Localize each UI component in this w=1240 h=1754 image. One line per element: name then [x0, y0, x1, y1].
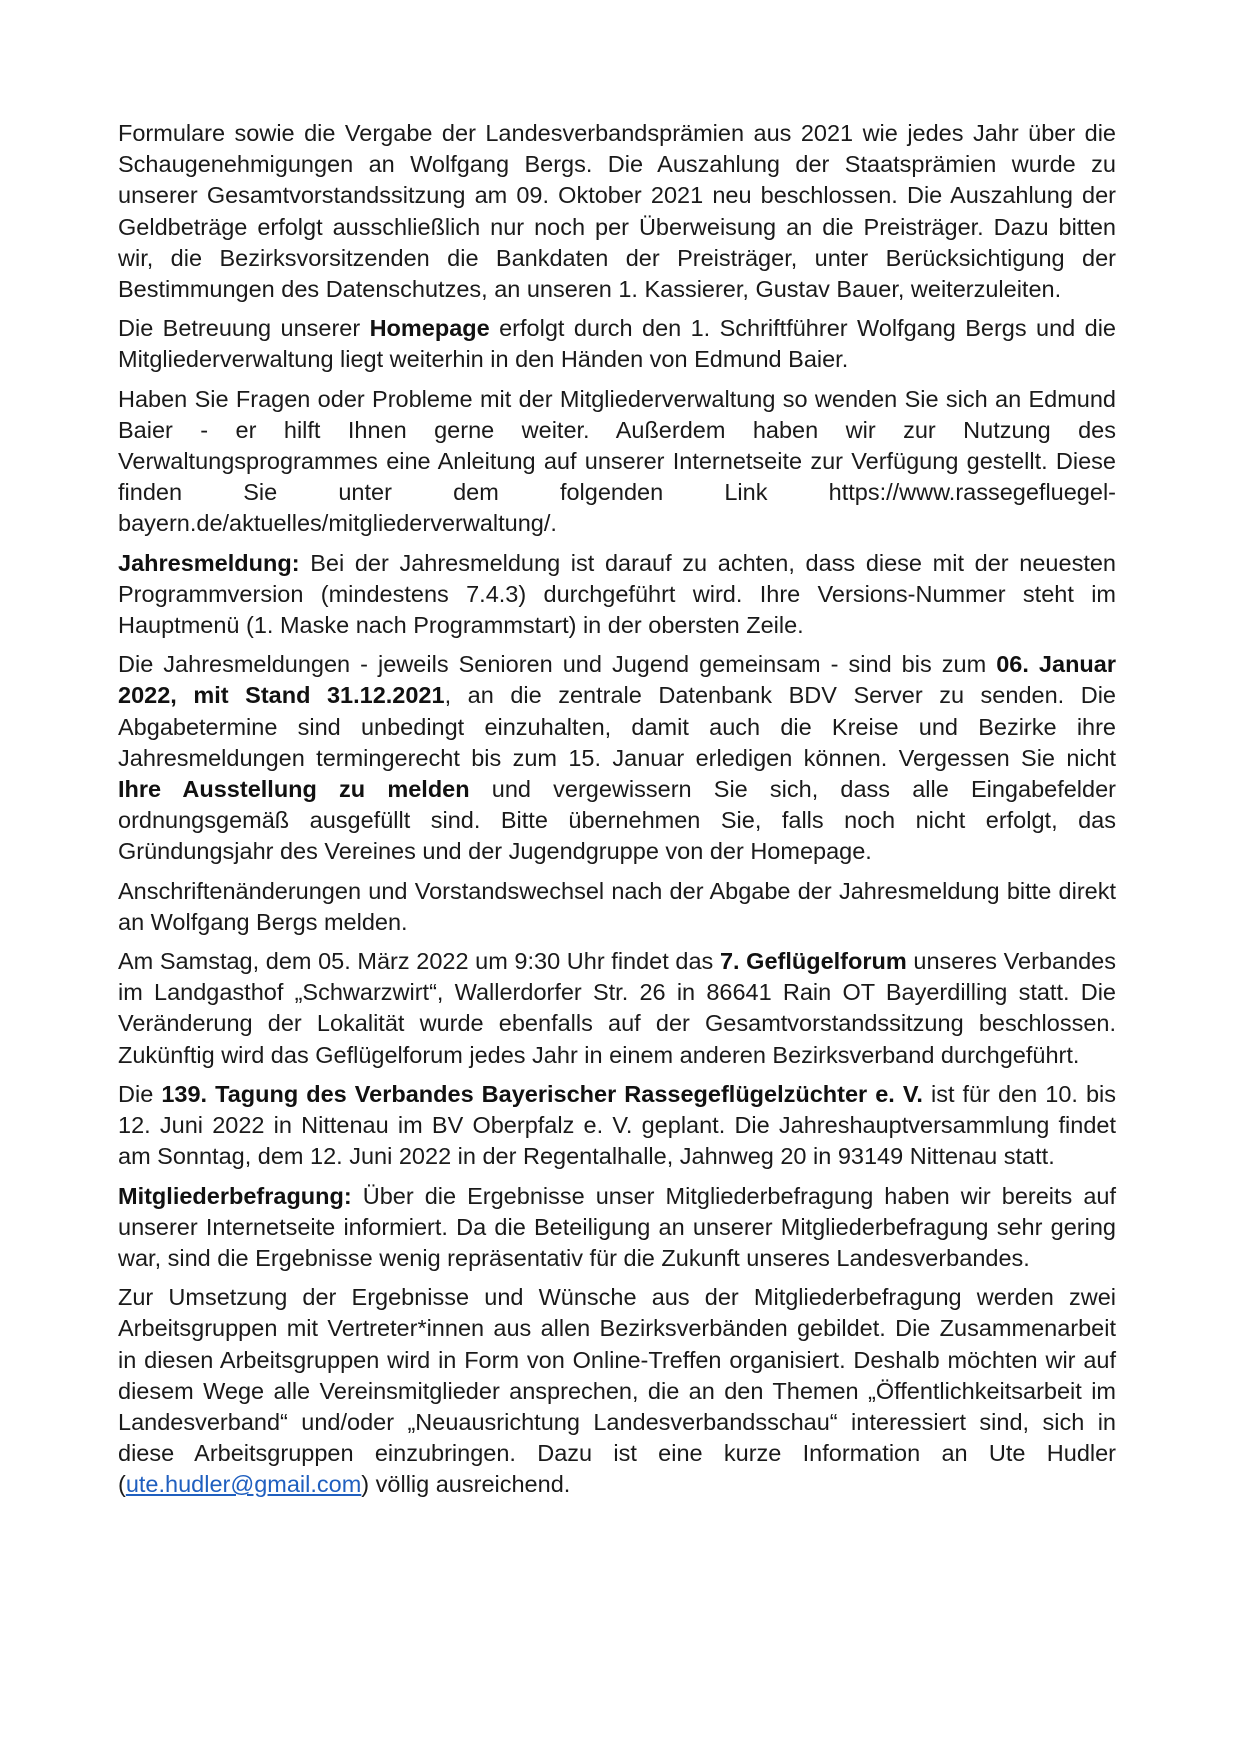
paragraph-homepage [118, 313, 1116, 375]
bold-ausstellung-melden: Ihre Ausstellung zu melden [118, 776, 470, 803]
bold-jahresmeldung: Jahresmeldung: [118, 549, 300, 576]
bold-tagung: 139. Tagung des Verbandes Bayerischer Rassegeflügelzüchter e. V. [161, 1080, 923, 1107]
bold-homepage: Homepage [369, 315, 490, 342]
email-link[interactable]: ute.hudler@gmail.com [125, 1471, 362, 1498]
paragraph-mitgliederbefragung [118, 1181, 1116, 1275]
bold-gefluegelforum: 7. Geflügelforum [719, 948, 907, 975]
paragraph-text: Die Betreuung unserer [118, 315, 370, 342]
paragraph-anschriftenaenderungen [118, 876, 1116, 938]
paragraph-jahresmeldungen-termine [118, 649, 1116, 867]
paragraph-text: Am Samstag, dem 05. März 2022 um 9:30 Uhr findet das [118, 948, 720, 975]
paragraph-text: Zur Umsetzung der Ergebnisse und Wünsche aus der Mitgliederbefragung werden zwei Arbeitsgruppen mit Vertreter*innen aus allen Bezirksverbänden gebildet. Die Zusammenarbeit in diesen Arbeitsgruppen wird in Form von Online-Treffen organisiert. Deshalb möchten wir auf diesem Wege alle Vereinsmitglieder ansprechen, die an den Themen „Öffentlichkeitsarbeit im Landesverband“ und/oder „Neuausrichtung Landesverbandsschau“ interessiert sind, sich in diese Arbeitsgruppen einzubringen. Dazu ist eine kurze Information an Ute Hudler ( [118, 1284, 1116, 1498]
paragraph-text: Formulare sowie die Vergabe der Landesverbandsprämien aus 2021 wie jedes Jahr über die Schaugenehmigungen an Wolfgang Bergs. Die Auszahlung der Staatsprämien wurde zu unserer Gesamtvorstandssitzung am 09. Oktober 2021 neu beschlossen. Die Auszahlung der Geldbeträge erfolgt ausschließlich nur noch per Überweisung an die Preisträger. Dazu bitten wir, die Bezirksvorsitzenden die Bankdaten der Preisträger, unter Berücksichtigung der Bestimmungen des Datenschutzes, an unseren 1. Kassierer, Gustav Bauer, weiterzuleiten. [118, 120, 1116, 303]
paragraph-text: ist für den 10. bis 12. Juni 2022 in Nittenau im BV Oberpfalz e. V. geplant. Die Jahreshauptversammlung findet am Sonntag, dem 12. Juni 2022 in der Regentalhalle, Jahnweg 20 in 93149 Nittenau statt. [118, 1080, 1116, 1170]
paragraph-tagung [118, 1079, 1116, 1173]
paragraph-gefluegelforum [118, 946, 1116, 1071]
paragraph-text: Die Jahresmeldungen - jeweils Senioren und Jugend gemeinsam - sind bis zum [118, 651, 997, 678]
paragraph-arbeitsgruppen [118, 1282, 1116, 1500]
paragraph-text: Bei der Jahresmeldung ist darauf zu achten, dass diese mit der neuesten Programmversion (mindestens 7.4.3) durchgeführt wird. Ihre Versions-Nummer steht im Hauptmenü (1. Maske nach Programmstart) in der obersten Zeile. [118, 549, 1116, 639]
paragraph-text: unseres Verbandes im Landgasthof „Schwarzwirt“, Wallerdorfer Str. 26 in 86641 Rain OT Bayerdilling statt. Die Veränderung der Lokalität wurde ebenfalls auf der Gesamtvorstandssitzung beschlossen. Zukünftig wird das Geflügelforum jedes Jahr in einem anderen Bezirksverband durchgeführt. [118, 948, 1116, 1068]
paragraph-jahresmeldung [118, 548, 1116, 642]
paragraph-text: erfolgt durch den 1. Schriftführer Wolfgang Bergs und die Mitgliederverwaltung liegt weiterhin in den Händen von Edmund Baier. [118, 315, 1116, 373]
bold-mitgliederbefragung: Mitgliederbefragung: [118, 1182, 352, 1209]
paragraph-text: und vergewissern Sie sich, dass alle Eingabefelder ordnungsgemäß ausgefüllt sind. Bitte übernehmen Sie, falls noch nicht erfolgt, das Gründungsjahr des Vereines und der Jugendgruppe von der Homepage. [118, 776, 1116, 865]
paragraph-text: Haben Sie Fragen oder Probleme mit der Mitgliederverwaltung so wenden Sie sich an Edmund Baier - er hilft Ihnen gerne weiter. Außerdem haben wir zur Nutzung des Verwaltungsprogrammes eine Anleitung auf unserer Internetseite zur Verfügung gestellt. Diese finden Sie unter dem folgenden Link https://www.rassegefluegel-bayern.de/aktuelles/mitgliederverwaltung/. [118, 385, 1116, 537]
paragraph-text: ) völlig ausreichend. [361, 1471, 571, 1498]
paragraph-text: Über die Ergebnisse unser Mitgliederbefragung haben wir bereits auf unserer Internetseite informiert. Da die Beteiligung an unserer Mitgliederbefragung sehr gering war, sind die Ergebnisse wenig repräsentativ für die Zukunft unseres Landesverbandes. [118, 1182, 1116, 1271]
paragraph-text: Anschriftenänderungen und Vorstandswechsel nach der Abgabe der Jahresmeldung bitte direkt an Wolfgang Bergs melden. [118, 877, 1116, 935]
paragraph-text: Die [118, 1080, 162, 1107]
bold-deadline: 06. Januar 2022, mit Stand 31.12.2021 [118, 651, 1116, 709]
document-page [118, 118, 1116, 1509]
paragraph-text: , an die zentrale Datenbank BDV Server zu senden. Die Abgabetermine sind unbedingt einzuhalten, damit auch die Kreise und Bezirke ihre Jahresmeldungen termingerecht bis zum 15. Januar erledigen können. Vergessen Sie nicht [118, 682, 1116, 771]
paragraph-mitgliederverwaltung [118, 384, 1116, 540]
paragraph-staatspraemien [118, 118, 1116, 305]
